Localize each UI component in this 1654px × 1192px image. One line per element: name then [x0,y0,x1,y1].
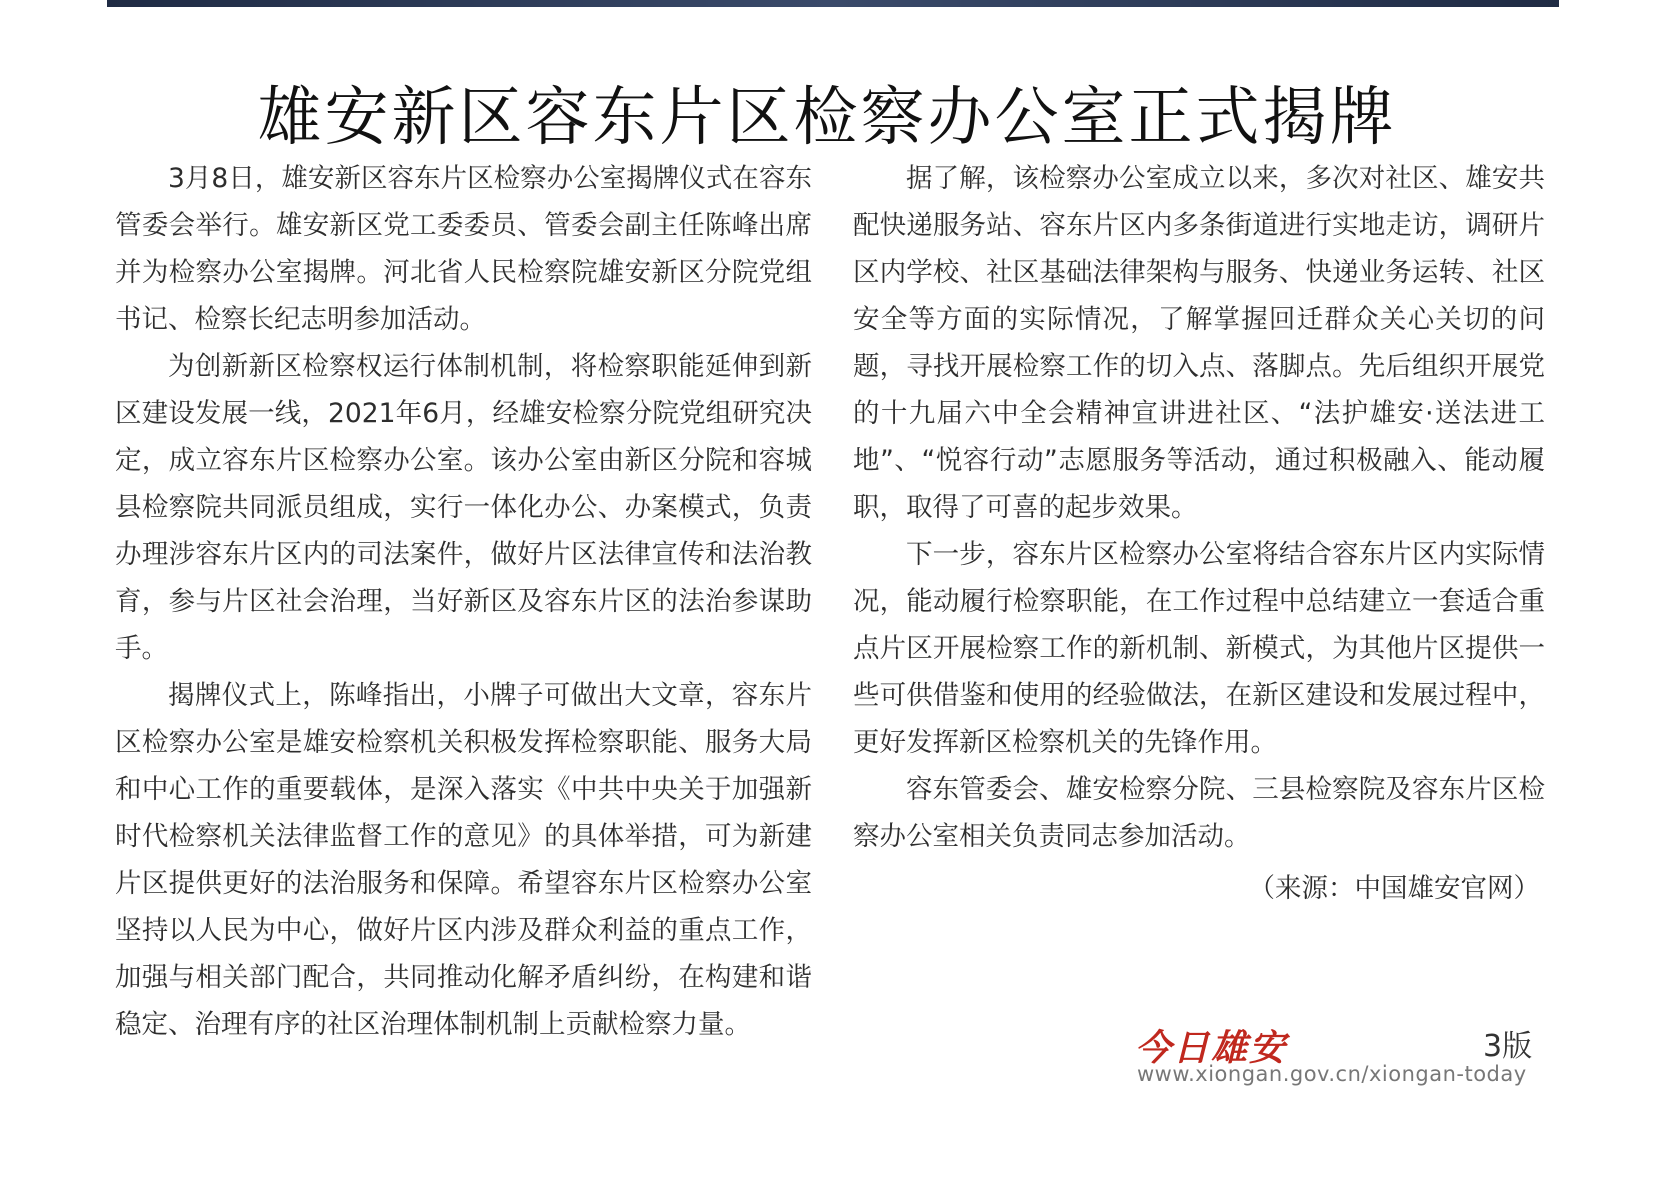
article-source: （来源：中国雄安官网） [1248,873,1540,904]
paragraph: 为创新新区检察权运行体制机制，将检察职能延伸到新区建设发展一线，2021年6月，经雄安检察分院党组研究决定，成立容东片区检察办公室。该办公室由新区分院和容城县检察院共同派员组成，实行一体化办公、办案模式，负责办理涉容东片区内的司法案件，做好片区法律宣传和法治教育，参与片区社会治理，当好新区及容东片区的法治参谋助手。 [115,351,812,664]
paragraph: 容东管委会、雄安检察分院、三县检察院及容东片区检察办公室相关负责同志参加活动。 [853,774,1545,852]
site-url: www.xiongan.gov.cn/xiongan-today [1137,1062,1527,1086]
top-rule [107,0,1559,7]
article-right-column [853,155,1545,860]
paragraph: 揭牌仪式上，陈峰指出，小牌子可做出大文章，容东片区检察办公室是雄安检察机关积极发挥检察职能、服务大局和中心工作的重要载体，是深入落实《中共中央关于加强新时代检察机关法律监督工作的意见》的具体举措，可为新建片区提供更好的法治服务和保障。希望容东片区检察办公室坚持以人民为中心，做好片区内涉及群众利益的重点工作，加强与相关部门配合，共同推动化解矛盾纠纷，在构建和谐稳定、治理有序的社区治理体制机制上贡献检察力量。 [115,680,812,1040]
article-title: 雄安新区容东片区检察办公室正式揭牌 [257,80,1397,155]
paragraph: 3月8日，雄安新区容东片区检察办公室揭牌仪式在容东管委会举行。雄安新区党工委委员、管委会副主任陈峰出席并为检察办公室揭牌。河北省人民检察院雄安新区分院党组书记、检察长纪志明参加活动。 [115,163,812,335]
page-number: 3版 [1483,1029,1533,1064]
brand-logo: 今日雄安 [1135,1027,1288,1069]
paragraph: 据了解，该检察办公室成立以来，多次对社区、雄安共配快递服务站、容东片区内多条街道进行实地走访，调研片区内学校、社区基础法律架构与服务、快递业务运转、社区安全等方面的实际情况，了解掌握回迁群众关心关切的问题，寻找开展检察工作的切入点、落脚点。先后组织开展党的十九届六中全会精神宣讲进社区、“法护雄安·送法进工地”、“悦容行动”志愿服务等活动，通过积极融入、能动履职，取得了可喜的起步效果。 [853,163,1545,523]
paragraph: 下一步，容东片区检察办公室将结合容东片区内实际情况，能动履行检察职能，在工作过程中总结建立一套适合重点片区开展检察工作的新机制、新模式，为其他片区提供一些可供借鉴和使用的经验做法，在新区建设和发展过程中，更好发挥新区检察机关的先锋作用。 [853,539,1545,758]
article-left-column [115,155,812,1048]
